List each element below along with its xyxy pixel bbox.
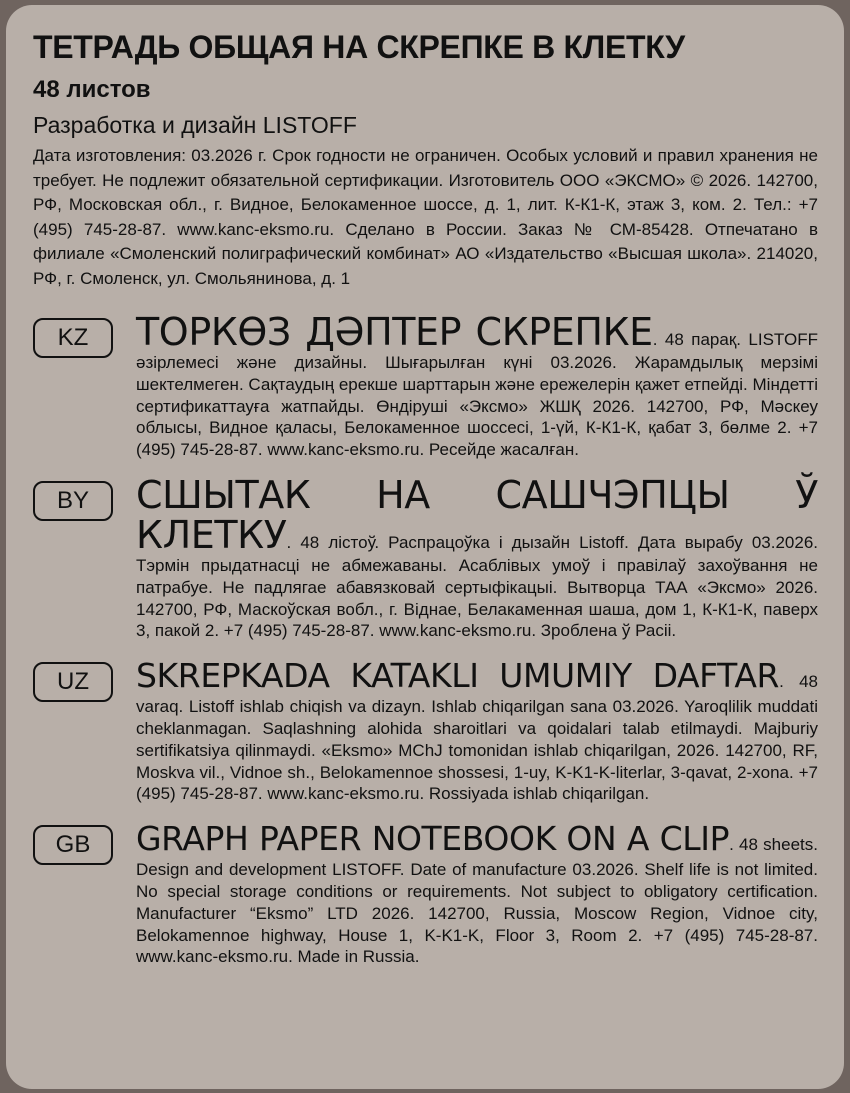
section-uz (33, 656, 818, 805)
section-by (33, 472, 818, 642)
section-title-gb: GRAPH PAPER NOTEBOOK ON A CLIP (136, 819, 730, 859)
section-text-by (136, 472, 818, 642)
section-body-by: . 48 лістоў. Распрацоўка і дызайн Listoff. Дата вырабу 03.2026. Тэрмін прыдатнасці не абмежаваны. Асаблівых умоў і правілаў захоўвання не патрабуе. Не падлягае абавязковай сертыфікацыі. Вытворца ТАА «Эксмо» 2026. 142700, РФ, Маскоўская вобл., г. Віднае, Белакаменная шаша, дом 1, К-К1-К, паверх 3, пакой 2. +7 (495) 745-28-87. www.kanc-eksmo.ru. Зроблена ў Расіі. (136, 532, 818, 641)
sheet-count: 48 листов (33, 76, 151, 103)
country-badge-gb: GB (33, 825, 113, 865)
section-title-uz: SKREPKADA KATAKLI UMUMIY DAFTAR (136, 656, 780, 696)
section-title-by: СШЫТАК НА САШЧЭПЦЫ Ў КЛЕТКУ (136, 472, 818, 557)
section-text-kz (136, 312, 818, 461)
section-text-gb (136, 819, 818, 968)
section-gb (33, 819, 818, 968)
section-body-kz: . 48 парақ. LISTOFF әзірлемесі және дизайны. Шығарылған күні 03.2026. Жарамдылық мерзімі шектелмеген. Сақтаудың ерекше шарттарын және ережелерін қажет етпейді. Міндетті сертификаттауға жатпайды. Өндіруші «Эксмо» ЖШҚ 2026. 142700, РФ, Мәскеу облысы, Видное қаласы, Белокаменное шоссесі, 1-үй, К-К1-К, қабат 3, бөлме 2. +7 (495) 745-28-87. www.kanc-eksmo.ru. Ресейде жасалған. (136, 330, 818, 460)
section-title-kz: ТОРКӨЗ ДӘПТЕР СКРЕПКЕ (136, 310, 653, 354)
section-kz (33, 312, 818, 461)
section-body-gb: . 48 sheets. Design and development LISTOFF. Date of manufacture 03.2026. Shelf life is not limited. No special storage conditions or requirements. Not subject to obligatory certification. Manufacturer “Eksmo” LTD 2026. 142700, Russia, Moscow Region, Vidnoe city, Belokamennoe highway, House 1, K-K1-K, Floor 3, Room 2. +7 (495) 745-28-87. www.kanc-eksmo.ru. Made in Russia. (136, 835, 818, 967)
manufacturer-info: Дата изготовления: 03.2026 г. Срок годности не ограничен. Особых условий и правил хранения не требует. Не подлежит обязательной сертификации. Изготовитель ООО «ЭКСМО» © 2026. 142700, РФ, Московская обл., г. Видное, Белокаменное шоссе, д. 1, лит. К-К1-К, этаж 3, ком. 2. Тел.: +7 (495) 745-28-87. www.kanc-eksmo.ru. Сделано в России. Заказ № СМ-85428. Отпечатано в филиале «Смоленский полиграфический комбинат» АО «Издательство «Высшая школа». 214020, РФ, г. Смоленск, ул. Смольянинова, д. 1 (33, 146, 818, 288)
label-panel (6, 5, 844, 1089)
country-badge-uz: UZ (33, 662, 113, 702)
country-badge-by: BY (33, 481, 113, 521)
country-badge-kz: KZ (33, 318, 113, 358)
section-body-uz: . 48 varaq. Listoff ishlab chiqish va dizayn. Ishlab chiqarilgan sana 03.2026. Yaroqlilik muddati cheklanmagan. Saqlashning alohida sharoitlari va qoidalari talab etilmaydi. Majburiy sertifikatsiya qilinmaydi. «Eksmo» MChJ tomonidan ishlab chiqarilgan, 2026. 142700, RF, Moskva vil., Vidnoe sh., Belokamennoe shossesi, 1-uy, K-K1-K-literlar, 3-qavat, 2-xona. +7 (495) 745-28-87. www.kanc-eksmo.ru. Rossiyada ishlab chiqarilgan. (136, 672, 818, 804)
main-title: ТЕТРАДЬ ОБЩАЯ НА СКРЕПКЕ В КЛЕТКУ (33, 29, 685, 65)
design-credit: Разработка и дизайн LISTOFF (33, 112, 357, 138)
section-text-uz (136, 656, 818, 805)
